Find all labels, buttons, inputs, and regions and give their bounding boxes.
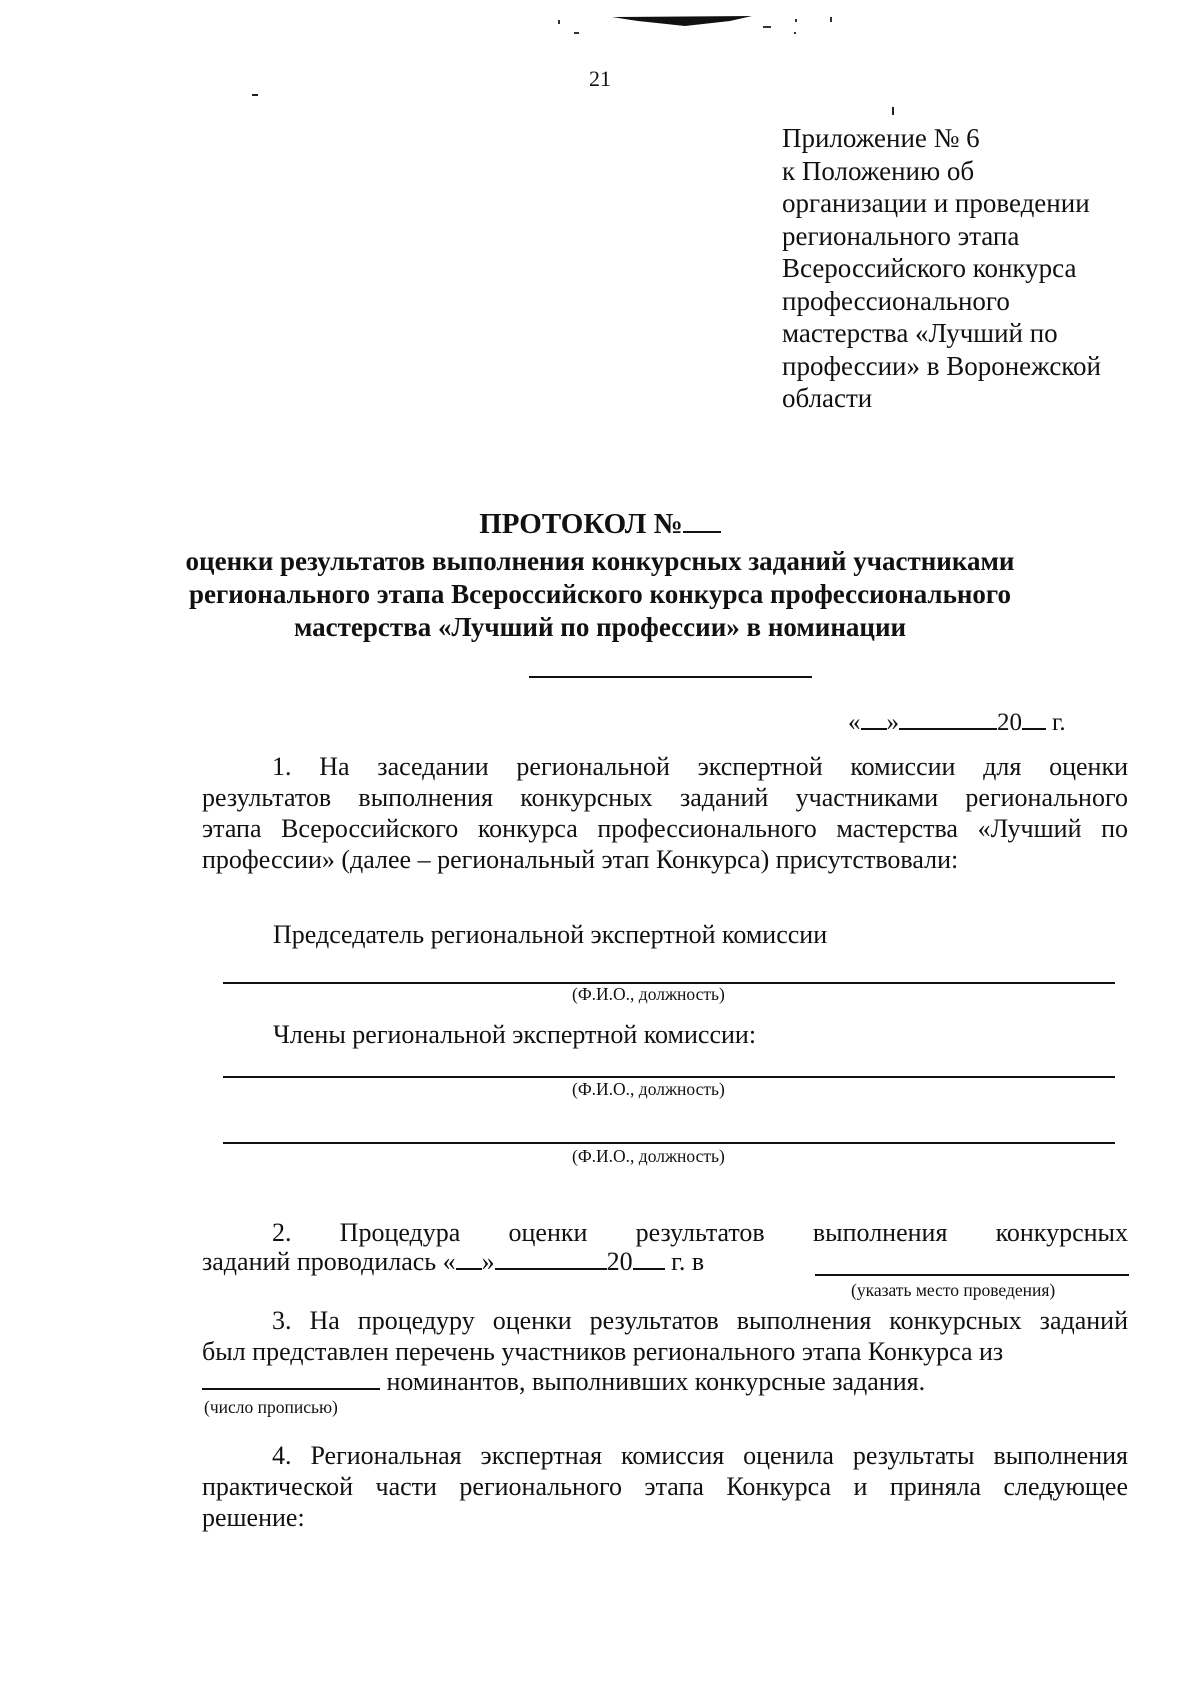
appendix-line: организации и проведении bbox=[782, 188, 1090, 218]
date-open-quote: « bbox=[848, 709, 861, 736]
fio-caption: (Ф.И.О., должность) bbox=[572, 1079, 725, 1099]
section3-line: был представлен перечень участников регионального этапа Конкурса из bbox=[202, 1337, 1004, 1366]
section1-line: результатов выполнения конкурсных заданий участниками регионального bbox=[202, 783, 1128, 812]
section3-line3 bbox=[202, 1367, 925, 1397]
section2-date-suffix: г. в bbox=[664, 1247, 705, 1276]
section1-line: 1. На заседании региональной экспертной комиссии для оценки bbox=[272, 752, 1128, 781]
section2-date-prefix: заданий проводилась « bbox=[202, 1247, 456, 1276]
section3-line: 3. На процедуру оценки результатов выполнения конкурсных заданий bbox=[272, 1306, 1128, 1335]
protocol-heading-text: ПРОТОКОЛ № bbox=[479, 508, 683, 540]
appendix-line: к Положению об bbox=[782, 155, 975, 186]
fio-caption: (Ф.И.О., должность) bbox=[572, 984, 725, 1004]
nomination-blank[interactable] bbox=[529, 676, 812, 678]
scan-artifact-top bbox=[540, 10, 840, 40]
appendix-line: Всероссийского конкурса bbox=[782, 253, 1077, 283]
section4-line: 4. Региональная экспертная комиссия оценила результаты выполнения bbox=[272, 1441, 1128, 1470]
date-year-prefix: 20 bbox=[997, 709, 1022, 736]
date-year-suffix: г. bbox=[1052, 709, 1066, 736]
section2-year-prefix: 20 bbox=[606, 1247, 633, 1276]
appendix-block bbox=[782, 122, 1142, 415]
page-number: 21 bbox=[589, 66, 611, 91]
chair-label: Председатель региональной экспертной комиссии bbox=[273, 920, 828, 949]
section2-line2 bbox=[202, 1247, 704, 1277]
appendix-line: регионального этапа bbox=[782, 220, 1020, 251]
section4-line: практической части регионального этапа Конкурса и приняла следующее bbox=[202, 1472, 1128, 1501]
appendix-line: области bbox=[782, 383, 873, 413]
member-name-blank[interactable] bbox=[223, 1076, 1115, 1078]
date-year-blank[interactable] bbox=[1022, 728, 1046, 730]
count-caption: (число прописью) bbox=[204, 1397, 338, 1417]
scan-speck bbox=[252, 94, 258, 96]
fio-caption: (Ф.И.О., должность) bbox=[572, 1146, 725, 1166]
appendix-line: мастерства «Лучший по bbox=[782, 318, 1058, 348]
section2-month-blank[interactable] bbox=[495, 1268, 607, 1270]
protocol-subtitle-line: мастерства «Лучший по профессии» в номинации bbox=[293, 612, 907, 642]
section4-line: решение: bbox=[202, 1503, 305, 1532]
date-close-quote: » bbox=[886, 709, 899, 736]
members-label: Члены региональной экспертной комиссии: bbox=[273, 1020, 757, 1049]
scan-speck bbox=[892, 107, 894, 115]
section2-year-blank[interactable] bbox=[633, 1268, 665, 1270]
protocol-subtitle-line: оценки результатов выполнения конкурсных заданий участниками bbox=[185, 546, 1015, 576]
protocol-heading bbox=[0, 508, 1200, 541]
date-month-blank[interactable] bbox=[899, 728, 997, 730]
section2-date-mid: » bbox=[481, 1247, 495, 1276]
protocol-subtitle-line: регионального этапа Всероссийского конкурса профессионального bbox=[188, 579, 1012, 609]
place-caption: (указать место проведения) bbox=[851, 1280, 1056, 1300]
protocol-date bbox=[848, 709, 1066, 737]
appendix-line: профессии» в Воронежской bbox=[782, 350, 1102, 381]
section3-line3-text: номинантов, выполнивших конкурсные задания. bbox=[380, 1367, 926, 1396]
section1-line: профессии» (далее – региональный этап Конкурса) присутствовали: bbox=[202, 845, 959, 874]
section1-line: этапа Всероссийского конкурса профессионального мастерства «Лучший по bbox=[202, 814, 1128, 843]
appendix-line: Приложение № 6 bbox=[782, 123, 980, 153]
place-blank[interactable] bbox=[815, 1274, 1129, 1276]
section2-line: 2. Процедура оценки результатов выполнения конкурсных bbox=[272, 1218, 1128, 1247]
appendix-line: профессионального bbox=[782, 285, 1010, 316]
member-name-blank[interactable] bbox=[223, 1142, 1115, 1144]
date-day-blank[interactable] bbox=[861, 728, 887, 730]
participant-count-blank[interactable] bbox=[202, 1388, 380, 1390]
section2-day-blank[interactable] bbox=[456, 1268, 482, 1270]
protocol-number-blank[interactable] bbox=[683, 531, 721, 533]
